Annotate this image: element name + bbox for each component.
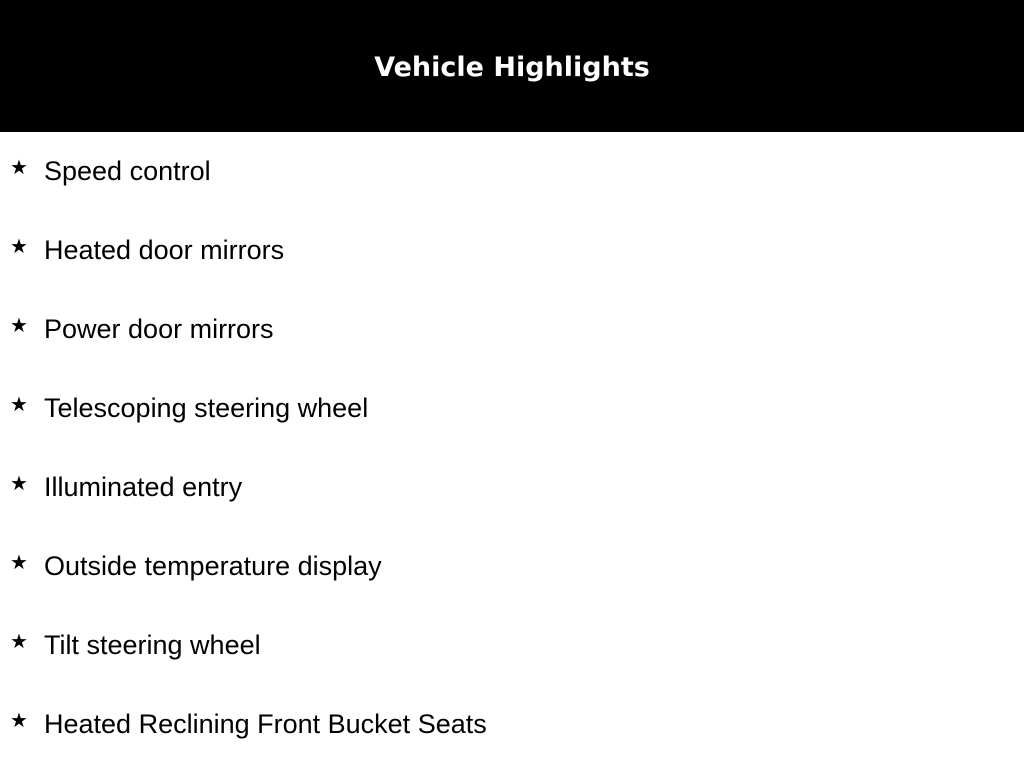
feature-item (0, 211, 1024, 290)
star-icon: ★ (10, 471, 28, 495)
feature-item (0, 369, 1024, 448)
feature-label: Illuminated entry (44, 472, 243, 502)
feature-label: Telescoping steering wheel (44, 393, 369, 423)
feature-item (0, 290, 1024, 369)
feature-label: Tilt steering wheel (44, 630, 261, 660)
feature-item (0, 448, 1024, 527)
feature-item (0, 685, 1024, 764)
feature-label: Heated Reclining Front Bucket Seats (44, 709, 487, 739)
feature-label: Heated door mirrors (44, 235, 285, 265)
feature-label: Outside temperature display (44, 551, 382, 581)
star-icon: ★ (10, 155, 28, 179)
star-icon: ★ (10, 550, 28, 574)
star-icon: ★ (10, 313, 28, 337)
feature-item (0, 132, 1024, 211)
header-bar (0, 0, 1024, 132)
feature-label: Power door mirrors (44, 314, 274, 344)
star-icon: ★ (10, 708, 28, 732)
star-icon: ★ (10, 629, 28, 653)
feature-label: Speed control (44, 156, 211, 186)
page-title: Vehicle Highlights (374, 52, 650, 83)
feature-list (0, 132, 1024, 764)
star-icon: ★ (10, 392, 28, 416)
feature-item (0, 527, 1024, 606)
feature-item (0, 606, 1024, 685)
star-icon: ★ (10, 234, 28, 258)
